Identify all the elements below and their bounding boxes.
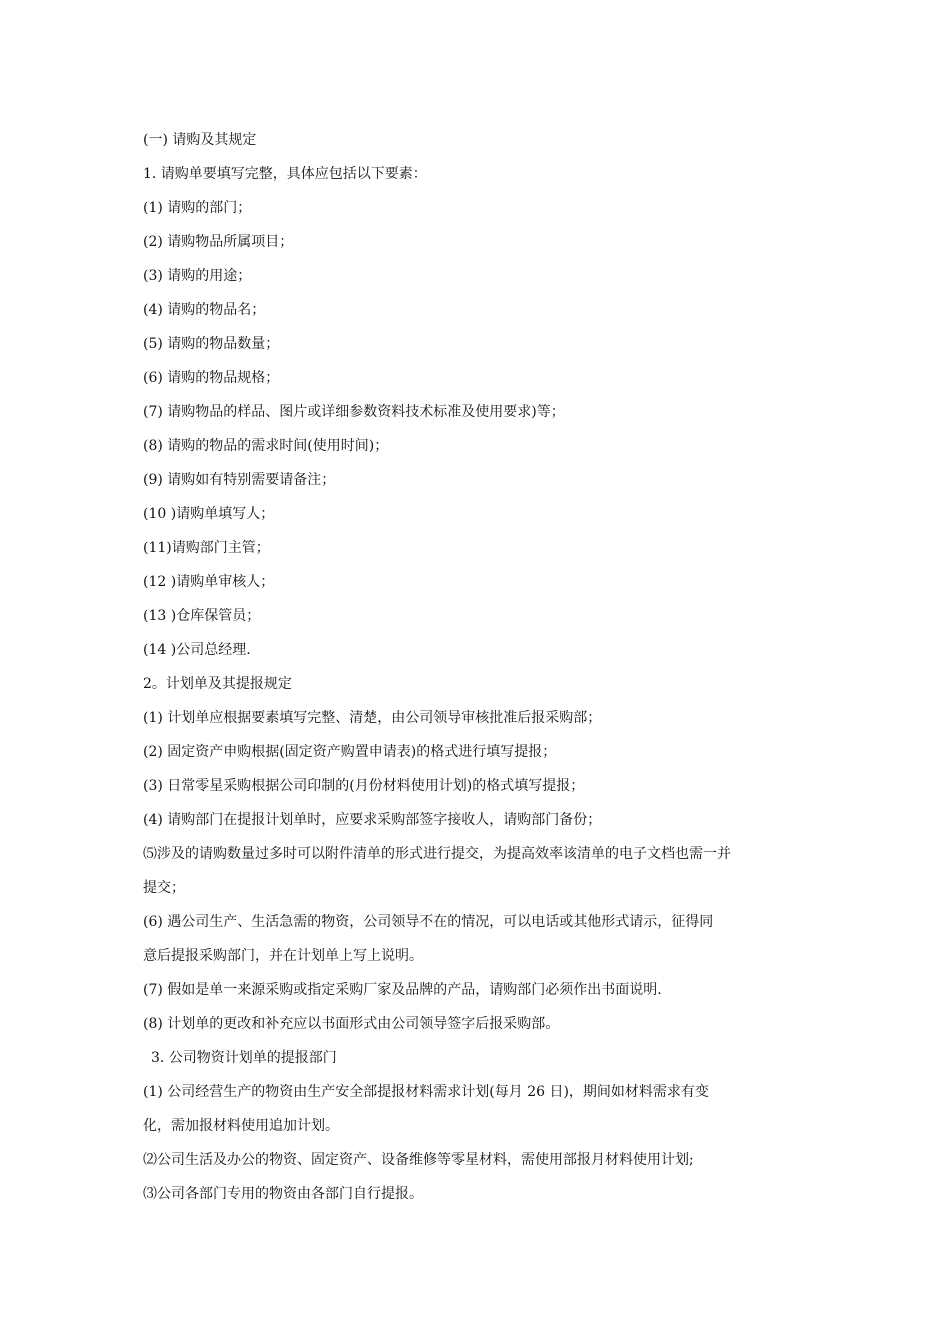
list-item: (2) 固定资产申购根据(固定资产购置申请表)的格式进行填写提报； [143,744,557,760]
list-item: (10 )请购单填写人； [143,506,275,522]
list-item: (1) 计划单应根据要素填写完整、清楚，由公司领导审核批准后报采购部； [143,710,602,726]
list-item-continuation: 化，需加报材料使用追加计划。 [143,1118,339,1134]
list-item: (3) 请购的用途； [143,268,252,284]
list-item: (7) 假如是单一来源采购或指定采购厂家及品牌的产品，请购部门必须作出书面说明. [143,982,662,998]
list-item: (8) 计划单的更改和补充应以书面形式由公司领导签字后报采购部。 [143,1016,560,1032]
list-item: ⑸涉及的请购数量过多时可以附件清单的形式进行提交，为提高效率该清单的电子文档也需一并 [143,846,731,862]
list-item: (4) 请购的物品名； [143,302,266,318]
list-item: (3) 日常零星采购根据公司印制的(月份材料使用计划)的格式填写提报； [143,778,585,794]
list-item: (4) 请购部门在提报计划单时，应要求采购部签字接收人，请购部门备份； [143,812,602,828]
list-item: (6) 请购的物品规格； [143,370,280,386]
list-item: (8) 请购的物品的需求时间(使用时间)； [143,438,389,454]
list-item: (5) 请购的物品数量； [143,336,280,352]
list-item: (11)请购部门主管； [143,540,270,556]
list-item: ⑵公司生活及办公的物资、固定资产、设备维修等零星材料，需使用部报月材料使用计划; [143,1152,694,1168]
list-item: (1) 公司经营生产的物资由生产安全部提报材料需求计划(每月 26 日)，期间如材料需求有变 [143,1084,709,1100]
list-item: (1) 请购的部门； [143,200,252,216]
list-item: (6) 遇公司生产、生活急需的物资，公司领导不在的情况，可以电话或其他形式请示，征得同 [143,914,714,930]
list-item-continuation: 提交； [143,880,185,896]
subsection-heading: 2。计划单及其提报规定 [143,676,292,692]
list-item: (2) 请购物品所属项目； [143,234,294,250]
list-item: (7) 请购物品的样品、图片或详细参数资料技术标准及使用要求)等； [143,404,565,420]
list-item: ⑶公司各部门专用的物资由各部门自行提报。 [143,1186,423,1202]
subsection-heading: 1. 请购单要填写完整，具体应包括以下要素： [143,166,427,182]
document-body [143,123,823,1211]
section-heading: (一) 请购及其规定 [143,132,257,148]
list-item: (12 )请购单审核人； [143,574,275,590]
list-item: (14 )公司总经理. [143,642,251,658]
list-item-continuation: 意后提报采购部门，并在计划单上写上说明。 [143,948,423,964]
subsection-heading: 3. 公司物资计划单的提报部门 [151,1050,337,1066]
list-item: (13 )仓库保管员； [143,608,261,624]
list-item: (9) 请购如有特别需要请备注； [143,472,336,488]
